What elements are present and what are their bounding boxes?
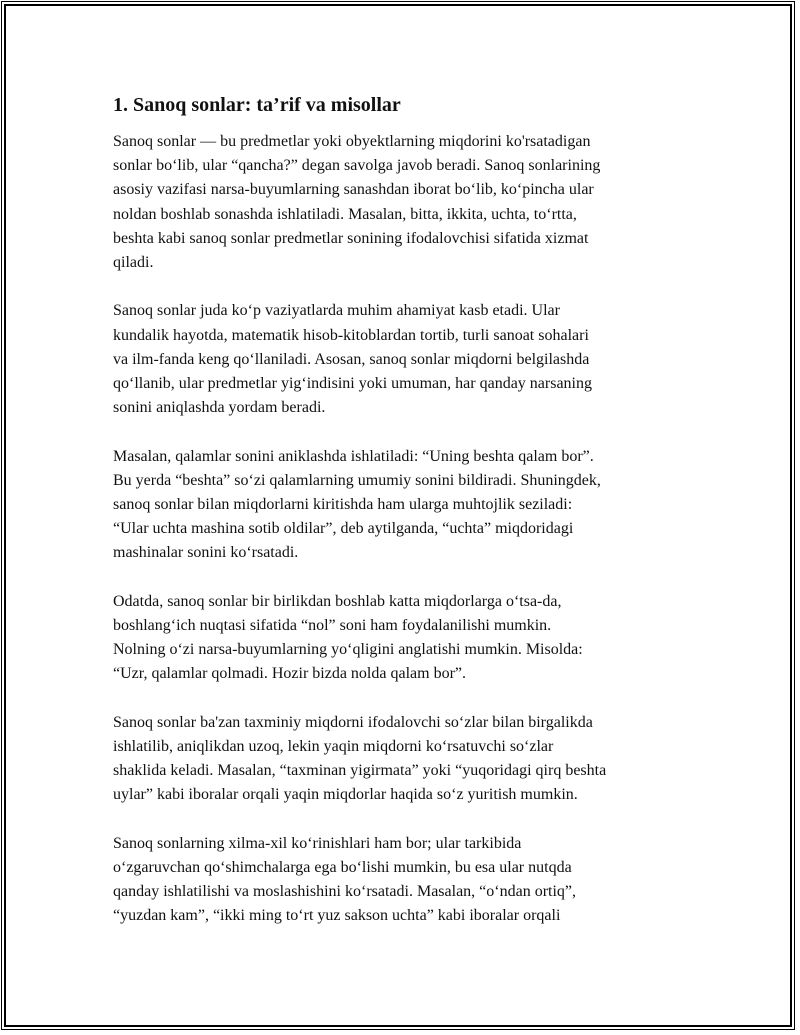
text-line: qanday ishlatilishi va moslashishini ko‘rsatadi. Masalan, “o‘ndan ortiq”, bbox=[113, 883, 577, 901]
text-line: va ilm-fanda keng qo‘llaniladi. Asosan, sanoq sonlar miqdorni belgilashda bbox=[113, 350, 590, 368]
text-line: qiladi. bbox=[113, 254, 154, 272]
text-line: sonlar bo‘lib, ular “qancha?” degan savolga javob beradi. Sanoq sonlarining bbox=[113, 157, 601, 175]
text-line: “yuzdan kam”, “ikki ming to‘rt yuz sakson uchta” kabi iboralar orqali bbox=[113, 907, 561, 925]
text-line: Nolning o‘zi narsa-buyumlarning yo‘qligini anglatishi mumkin. Misolda: bbox=[113, 641, 583, 659]
text-line: asosiy vazifasi narsa-buyumlarning sanashdan iborat bo‘lib, ko‘pincha ular bbox=[113, 181, 594, 199]
text-line: Odatda, sanoq sonlar bir birlikdan boshlab katta miqdorlarga o‘tsa-da, bbox=[113, 592, 562, 610]
paragraph bbox=[113, 711, 695, 808]
text-line: qo‘llanib, ular predmetlar yig‘indisini yoki umuman, har qanday narsaning bbox=[113, 375, 592, 393]
text-line: “Uzr, qalamlar qolmadi. Hozir bizda nolda qalam bor”. bbox=[113, 665, 466, 683]
text-line: noldan boshlab sonashda ishlatiladi. Masalan, bitta, ikkita, uchta, to‘rtta, bbox=[113, 205, 577, 223]
paragraph bbox=[113, 445, 695, 566]
text-line: uylar” kabi iboralar orqali yaqin miqdorlar haqida so‘z yuritish mumkin. bbox=[113, 786, 578, 804]
paragraph bbox=[113, 130, 695, 275]
document-body bbox=[113, 92, 695, 929]
paragraph bbox=[113, 832, 695, 929]
text-line: Bu yerda “beshta” so‘zi qalamlarning umumiy sonini bildiradi. Shuningdek, bbox=[113, 471, 601, 489]
text-line: sanoq sonlar bilan miqdorlarni kiritishda ham ularga muhtojlik seziladi: bbox=[113, 496, 573, 514]
section-heading: 1. Sanoq sonlar: ta’rif va misollar bbox=[113, 94, 401, 116]
text-line: Sanoq sonlar ba'zan taxminiy miqdorni ifodalovchi so‘zlar bilan birgalikda bbox=[113, 713, 593, 731]
text-line: Sanoq sonlarning xilma-xil ko‘rinishlari ham bor; ular tarkibida bbox=[113, 834, 522, 852]
text-line: sonini aniqlashda yordam beradi. bbox=[113, 399, 326, 417]
text-line: ishlatilib, aniqlikdan uzoq, lekin yaqin miqdorni ko‘rsatuvchi so‘zlar bbox=[113, 738, 554, 756]
paragraph bbox=[113, 299, 695, 420]
text-line: Sanoq sonlar — bu predmetlar yoki obyektlarning miqdorini ko'rsatadigan bbox=[113, 133, 591, 150]
paragraph bbox=[113, 590, 695, 687]
text-line: “Ular uchta mashina sotib oldilar”, deb aytilganda, “uchta” miqdoridagi bbox=[113, 520, 574, 538]
text-line: beshta kabi sanoq sonlar predmetlar sonining ifodalovchisi sifatida xizmat bbox=[113, 229, 589, 247]
text-line: mashinalar sonini ko‘rsatadi. bbox=[113, 544, 299, 562]
text-line: o‘zgaruvchan qo‘shimchalarga ega bo‘lishi mumkin, bu esa ular nutqda bbox=[113, 859, 572, 877]
paragraph-container bbox=[113, 130, 695, 929]
text-line: shaklida keladi. Masalan, “taxminan yigirmata” yoki “yuqoridagi qirq beshta bbox=[113, 762, 607, 780]
text-line: boshlang‘ich nuqtasi sifatida “nol” soni ham foydalanilishi mumkin. bbox=[113, 617, 552, 635]
text-line: Sanoq sonlar juda ko‘p vaziyatlarda muhim ahamiyat kasb etadi. Ular bbox=[113, 302, 560, 320]
text-line: Masalan, qalamlar sonini aniklashda ishlatiladi: “Uning beshta qalam bor”. bbox=[113, 447, 594, 465]
text-line: kundalik hayotda, matematik hisob-kitoblardan tortib, turli sanoat sohalari bbox=[113, 326, 589, 344]
